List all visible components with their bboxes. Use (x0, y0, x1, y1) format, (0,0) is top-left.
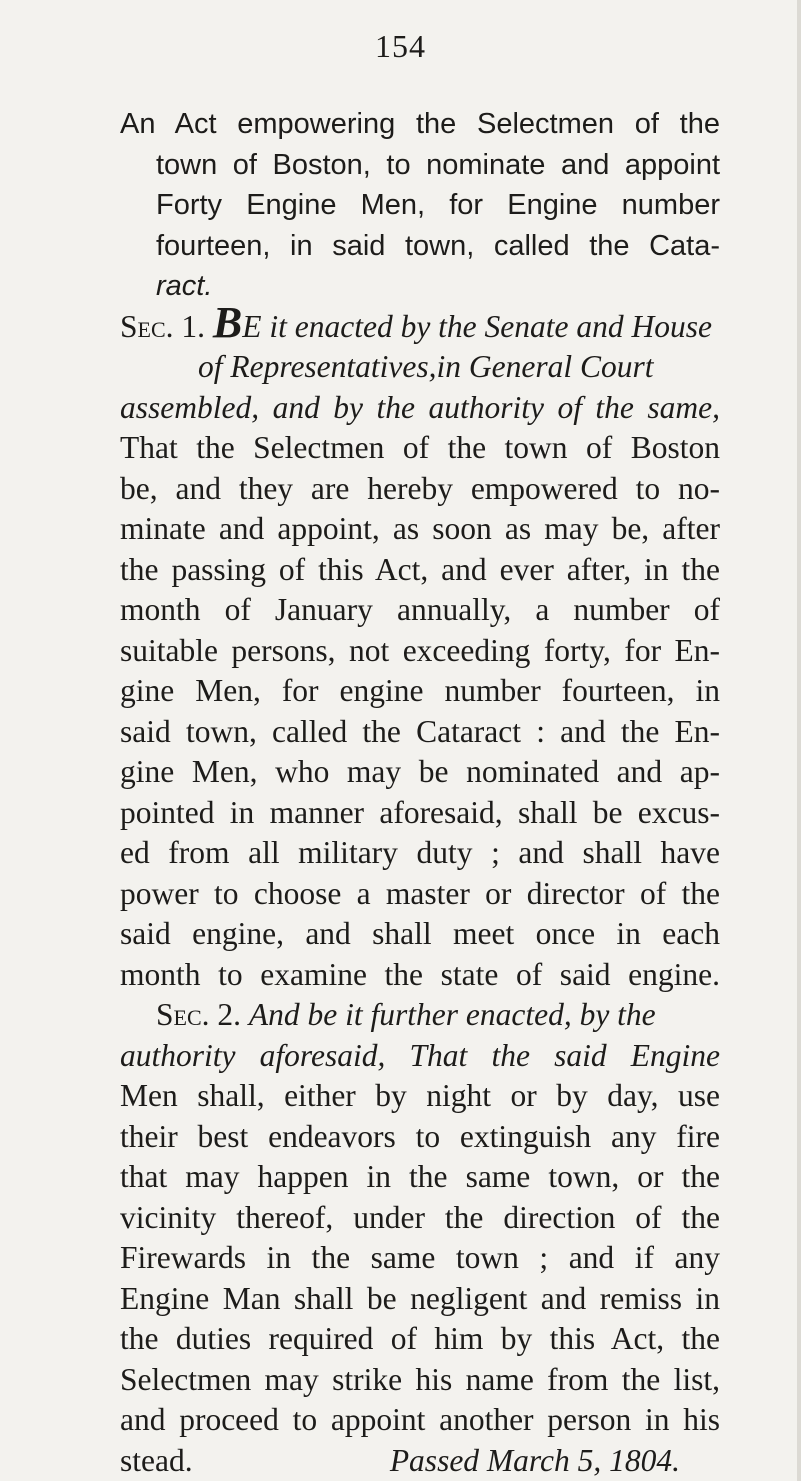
page-number: 154 (375, 28, 426, 64)
section-2-body-line-8: Selectmen may strike his name from the list, (120, 1361, 720, 1397)
section-2-body-line-2: their best endeavors to extinguish any fire (120, 1118, 720, 1154)
act-text (120, 104, 720, 1481)
section-1-body-line-1: That the Selectmen of the town of Boston (120, 430, 720, 465)
section-1-body-line-11: ed from all military duty ; and shall have (120, 835, 720, 870)
section-2-body-line-3: that may happen in the same town, or the (120, 1159, 720, 1194)
section-1-body-line-3: minate and appoint, as soon as may be, after (120, 511, 720, 546)
section-2-body-line-4: vicinity thereof, under the direction of the (120, 1199, 720, 1235)
section-1-enacting-clause: E it enacted by the Senate and House (242, 308, 712, 344)
page-edge (797, 0, 801, 1481)
section-1-heading (120, 297, 720, 348)
section-2-body-line-1: Men shall, either by night or by day, use (120, 1078, 720, 1113)
section-2-body-line-6: Engine Man shall be negligent and remiss in (120, 1280, 720, 1316)
section-1-body-line-7: gine Men, for engine number fourteen, in (120, 673, 720, 708)
section-2-body-line-7: the duties required of him by this Act, the (120, 1321, 720, 1356)
section-1-enacting-line-2: of Representatives,in General Court (198, 349, 654, 384)
act-title-line-5: ract. (156, 270, 213, 302)
section-2-label: Sec. 2. (156, 997, 242, 1032)
act-title-line-1: An Act empowering the Selectmen of the (120, 108, 720, 140)
act-title-line-4: fourteen, in said town, called the Cata- (156, 229, 720, 262)
section-1-body-line-4: the passing of this Act, and ever after, in the (120, 551, 720, 587)
section-1-body-line-9: gine Men, who may be nominated and ap- (120, 754, 720, 789)
section-1-body-line-13: said engine, and shall meet once in each (120, 916, 720, 951)
section-1-body-line-12: power to choose a master or director of the (120, 875, 720, 911)
section-1-body-line-6: suitable persons, not exceeding forty, for En- (120, 632, 720, 668)
section-1-enacting-line-3: assembled, and by the authority of the same, (120, 389, 720, 425)
section-1-body-line-8: said town, called the Cataract : and the En- (120, 713, 720, 749)
section-2-heading (120, 995, 720, 1036)
section-1-body (120, 428, 720, 995)
section-2-body (120, 1076, 720, 1441)
section-1-body-line-14: month to examine the state of said engine. (120, 956, 720, 992)
section-2-body-line-5: Firewards in the same town ; and if any (120, 1240, 720, 1275)
final-line (120, 1441, 720, 1481)
section-2-body-line-9: and proceed to appoint another person in his (120, 1402, 720, 1437)
section-2-enacting-line-2: authority aforesaid, That the said Engine (120, 1037, 720, 1073)
passed-date: Passed March 5, 1804. (389, 1442, 680, 1478)
section-1-body-line-5: month of January annually, a number of (120, 592, 720, 627)
final-word: stead. (120, 1442, 193, 1478)
section-2-enacting-clause: And be it further enacted, by the (248, 997, 656, 1032)
section-1-body-line-2: be, and they are hereby empowered to no- (120, 470, 720, 506)
section-1-body-line-10: pointed in manner aforesaid, shall be excus- (120, 794, 720, 830)
section-1-label: Sec. 1. (120, 308, 206, 344)
drop-initial: B (212, 297, 243, 347)
act-title-line-2: town of Boston, to nominate and appoint (156, 148, 720, 181)
act-title-line-3: Forty Engine Men, for Engine number (156, 189, 720, 221)
